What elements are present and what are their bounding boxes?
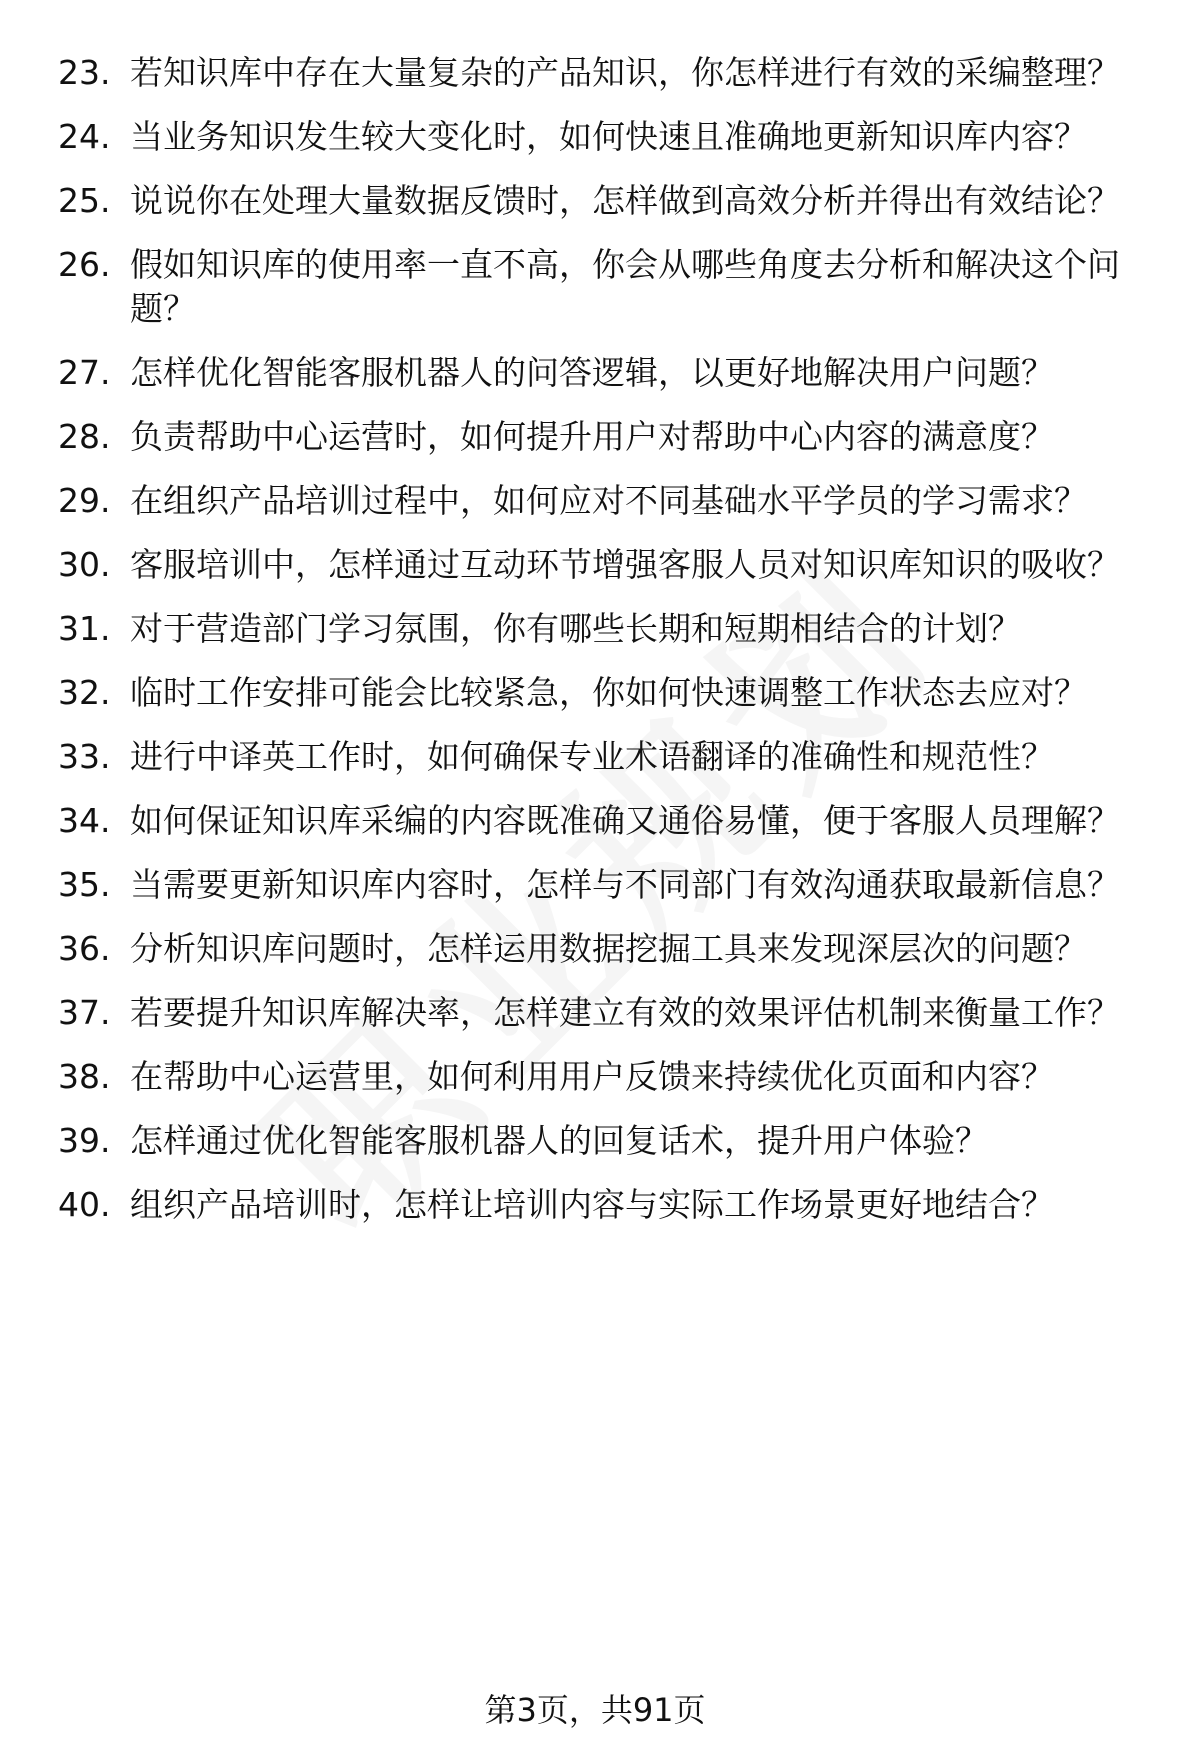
question-number: 37. (58, 993, 111, 1032)
question-text: 若要提升知识库解决率，怎样建立有效的效果评估机制来衡量工作？ (130, 993, 1120, 1032)
question-item (58, 607, 1148, 651)
question-number: 24. (58, 117, 111, 156)
question-number: 29. (58, 481, 111, 520)
question-item (58, 51, 1148, 95)
question-item (58, 1119, 1148, 1163)
question-item (58, 351, 1148, 395)
question-text: 在帮助中心运营里，如何利用用户反馈来持续优化页面和内容？ (130, 1057, 1054, 1096)
question-item (58, 543, 1148, 587)
question-text: 说说你在处理大量数据反馈时，怎样做到高效分析并得出有效结论？ (130, 181, 1120, 220)
question-item (58, 1183, 1148, 1227)
question-item (58, 799, 1148, 843)
question-number: 38. (58, 1057, 111, 1096)
question-number: 25. (58, 181, 111, 220)
question-number: 30. (58, 545, 111, 584)
question-number: 40. (58, 1185, 111, 1224)
question-text: 对于营造部门学习氛围，你有哪些长期和短期相结合的计划？ (130, 609, 1021, 648)
question-number: 39. (58, 1121, 111, 1160)
question-item (58, 415, 1148, 459)
question-number: 33. (58, 737, 111, 776)
question-text: 当业务知识发生较大变化时，如何快速且准确地更新知识库内容？ (130, 117, 1087, 156)
question-text: 怎样通过优化智能客服机器人的回复话术，提升用户体验？ (130, 1121, 988, 1160)
question-text: 怎样优化智能客服机器人的问答逻辑，以更好地解决用户问题？ (130, 353, 1054, 392)
page-footer: 第3页，共91页 (484, 1691, 706, 1729)
question-list (58, 51, 1148, 1247)
question-text: 客服培训中，怎样通过互动环节增强客服人员对知识库知识的吸收？ (130, 545, 1120, 584)
question-item (58, 927, 1148, 971)
question-number: 34. (58, 801, 111, 840)
question-item (58, 115, 1148, 159)
question-number: 31. (58, 609, 111, 648)
question-item (58, 735, 1148, 779)
question-number: 35. (58, 865, 111, 904)
question-text: 在组织产品培训过程中，如何应对不同基础水平学员的学习需求？ (130, 481, 1087, 520)
question-item (58, 991, 1148, 1035)
question-text: 假如知识库的使用率一直不高，你会从哪些角度去分析和解决这个问题？ (130, 245, 1120, 328)
question-text: 组织产品培训时，怎样让培训内容与实际工作场景更好地结合？ (130, 1185, 1054, 1224)
question-item (58, 179, 1148, 223)
question-item (58, 243, 1148, 331)
question-text: 如何保证知识库采编的内容既准确又通俗易懂，便于客服人员理解？ (130, 801, 1120, 840)
question-text: 进行中译英工作时，如何确保专业术语翻译的准确性和规范性？ (130, 737, 1054, 776)
question-item (58, 479, 1148, 523)
question-item (58, 671, 1148, 715)
question-text: 负责帮助中心运营时，如何提升用户对帮助中心内容的满意度？ (130, 417, 1054, 456)
question-text: 当需要更新知识库内容时，怎样与不同部门有效沟通获取最新信息？ (130, 865, 1120, 904)
question-number: 26. (58, 245, 111, 284)
question-number: 27. (58, 353, 111, 392)
question-text: 若知识库中存在大量复杂的产品知识，你怎样进行有效的采编整理？ (130, 53, 1120, 92)
question-number: 28. (58, 417, 111, 456)
question-number: 32. (58, 673, 111, 712)
question-number: 36. (58, 929, 111, 968)
question-item (58, 1055, 1148, 1099)
question-item (58, 863, 1148, 907)
question-text: 分析知识库问题时，怎样运用数据挖掘工具来发现深层次的问题？ (130, 929, 1087, 968)
question-number: 23. (58, 53, 111, 92)
question-text: 临时工作安排可能会比较紧急，你如何快速调整工作状态去应对？ (130, 673, 1087, 712)
